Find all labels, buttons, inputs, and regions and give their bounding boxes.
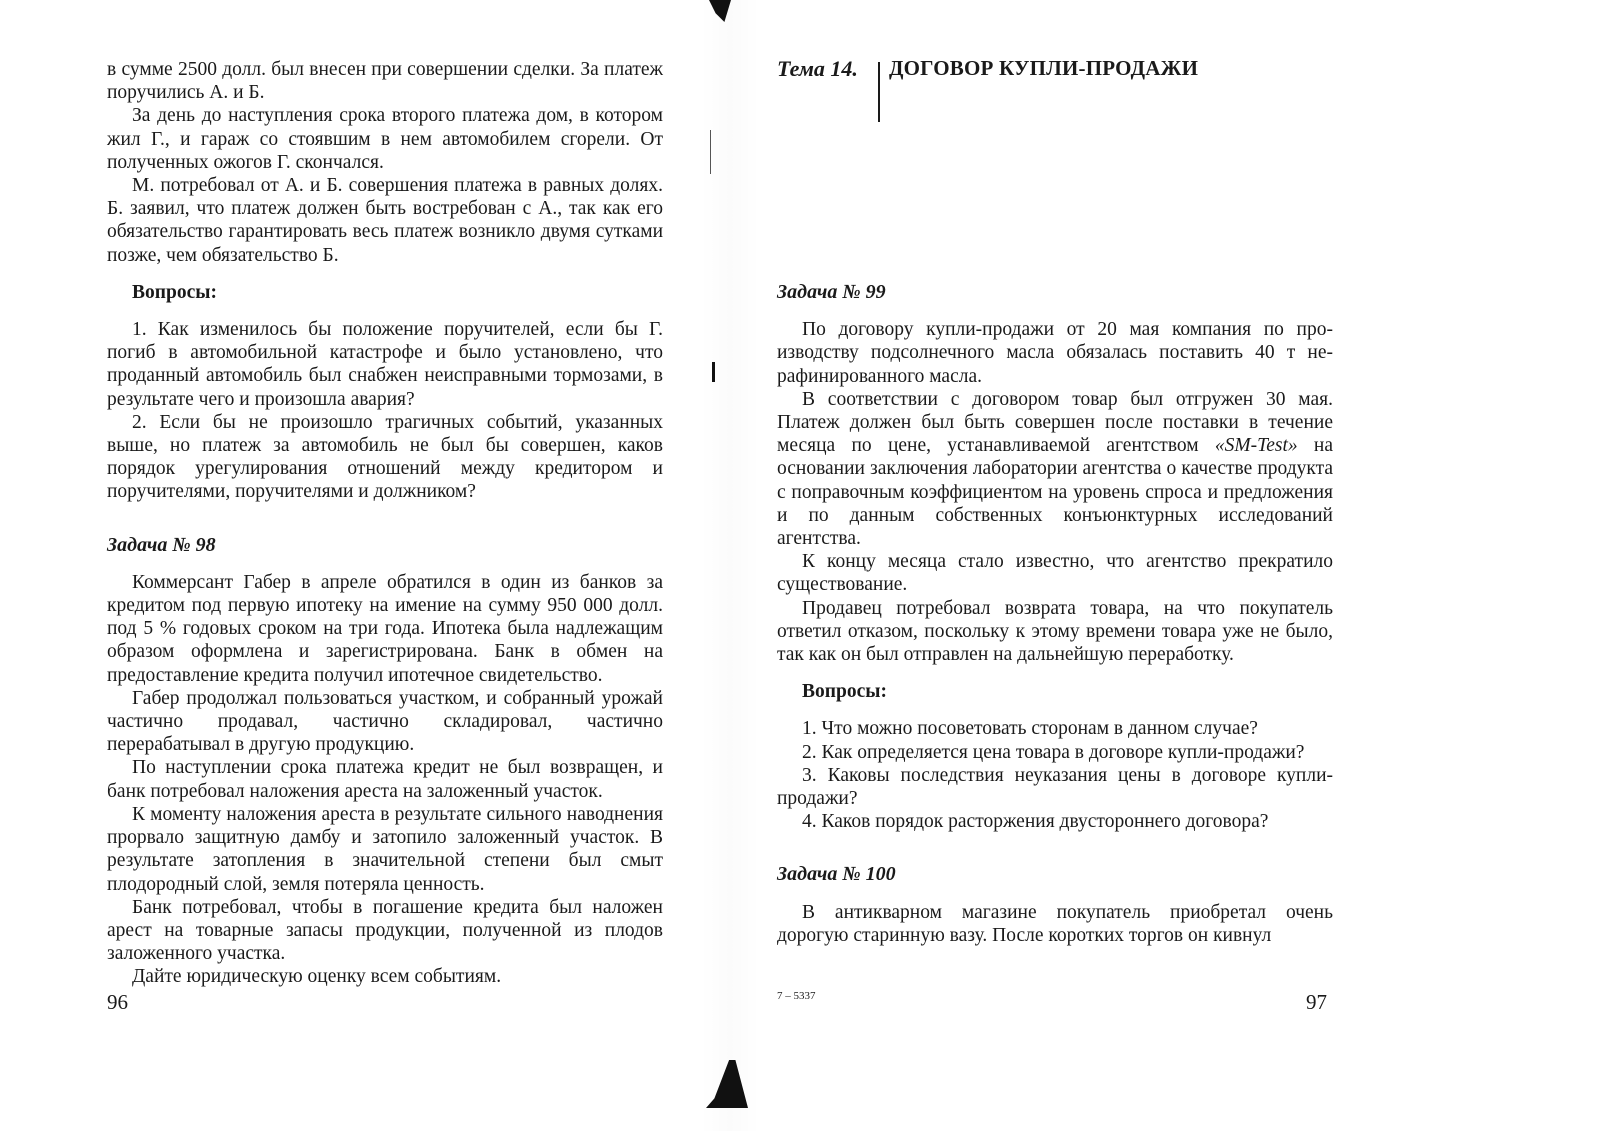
question-item: 2. Если бы не произошло трагичных событий, указанных выше, но платеж за автомобиль не был бы совершен, каков порядок урегулирования отношений между кредитором и поручителями, поручителями и должником? bbox=[107, 411, 663, 503]
text-run: на основании заключения лаборатории агентства о качестве продукта с поправочным коэффициентом на уровень спроса и предложения и по данным собственных конъюнктурных исследований агентства. bbox=[777, 435, 1334, 550]
left-page-text bbox=[107, 58, 663, 989]
paragraph: Габер продолжал пользоваться участком, и собранный урожай частично продавал, частично складировал, частично перерабатывал в другую продукцию. bbox=[107, 687, 663, 756]
text-run: В соответствии с договором товар был отгружен 30 мая. Платеж должен был быть совершен после поставки в течение месяца по цене, устанавливаемой агентством bbox=[777, 388, 1333, 457]
question-item: 3. Каковы последствия неуказания цены в договоре купли-продажи? bbox=[777, 764, 1333, 810]
paragraph: За день до наступления срока второго платежа дом, в котором жил Г., и гараж со стоявшим в нем автомобилем сгорели. От полученных ожогов Г. скончался. bbox=[107, 105, 663, 173]
page-number-right: 97 bbox=[1306, 990, 1327, 1014]
chapter-title bbox=[777, 56, 1337, 120]
paragraph: М. потребовал от А. и Б. совершения платежа в равных долях. Б. заявил, что платеж должен быть востребован с А., так как его обязательство гарантировать весь платеж возникло двумя сутками позже, чем обязательство Б. bbox=[107, 175, 663, 266]
paragraph bbox=[777, 388, 1333, 550]
left-page bbox=[0, 0, 760, 1131]
task-100-title: Задача № 100 bbox=[777, 863, 896, 886]
right-page bbox=[760, 0, 1600, 1131]
question-item: 1. Что можно посоветовать сторонам в данном случае? bbox=[802, 718, 1258, 740]
paragraph: К концу месяца стало известно, что агентство прекратило существование. bbox=[777, 551, 1333, 596]
paragraph: в сумме 2500 долл. был внесен при совершении сделки. За платеж поручились А. и Б. bbox=[107, 59, 663, 104]
right-page-text bbox=[777, 281, 1333, 947]
agency-name: «SM-Test» bbox=[1214, 435, 1298, 457]
paragraph: Дайте юридическую оценку всем событиям. bbox=[132, 966, 502, 988]
task-99-title: Задача № 99 bbox=[777, 281, 886, 303]
question-item: 1. Как изменилось бы положение поручителей, если бы Г. погиб в автомобильной катастрофе и было установлено, что проданный автомобиль был снабжен неисправными тормозами, в результате чего и произошла авария? bbox=[107, 319, 663, 410]
chapter-label: Тема 14. bbox=[777, 56, 858, 81]
paragraph: К моменту наложения ареста в результате сильного наводнения прорвало защитную дамбу и затопило заложенный участок. В результате затопления в значительной степени был смыт плодородный слой, земля потеряла ценность. bbox=[107, 803, 663, 895]
questions-heading: Вопросы: bbox=[802, 681, 887, 703]
paragraph: По договору купли-продажи от 20 мая компания по производству подсолнечного масла обязалась поставить 40 т нерафинированного масла. bbox=[777, 319, 1333, 387]
paragraph: Банк потребовал, чтобы в погашение кредита был наложен арест на товарные запасы продукции, полученной из плодов заложенного участка. bbox=[107, 896, 663, 965]
signature-mark: 7 – 5337 bbox=[777, 990, 816, 1002]
paragraph: Коммерсант Габер в апреле обратился в один из банков за кредитом под первую ипотеку на имение на сумму 950 000 долл. под 5 % годовых сроком на три года. Ипотека была надлежащим образом оформлена и зарегистрирована. Банк в обмен на предоставление кредита получил ипотечное свидетельство. bbox=[107, 571, 663, 686]
question-item: 2. Как определяется цена товара в договоре купли-продажи? bbox=[802, 741, 1305, 763]
page-number-left: 96 bbox=[107, 990, 128, 1014]
paragraph: По наступлении срока платежа кредит не был возвращен, и банк потребовал наложения ареста на заложенный участок. bbox=[107, 757, 663, 802]
question-item: 4. Каков порядок расторжения двустороннего договора? bbox=[802, 811, 1269, 833]
questions-heading: Вопросы: bbox=[132, 281, 217, 303]
task-98-title: Задача № 98 bbox=[107, 533, 216, 556]
paragraph: В антикварном магазине покупатель приобретал очень дорогую старинную вазу. После коротких торгов он кивнул bbox=[777, 901, 1333, 946]
paragraph: Продавец потребовал возврата товара, на что покупатель ответил отказом, поскольку к этому времени товара уже не было, так как он был отправлен на дальнейшую переработку. bbox=[777, 597, 1333, 666]
chapter-divider bbox=[878, 62, 880, 122]
chapter-name: ДОГОВОР КУПЛИ-ПРОДАЖИ bbox=[889, 56, 1199, 80]
